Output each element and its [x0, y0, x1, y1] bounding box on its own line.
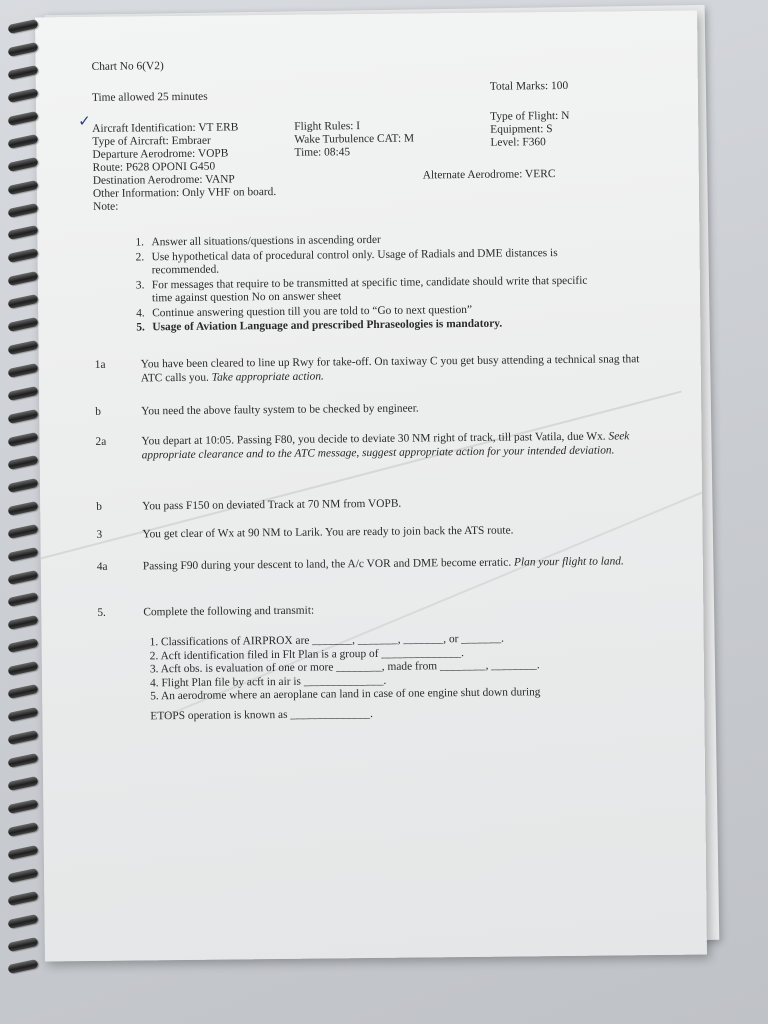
fill-item: 5. An aerodrome where an aeroplane can land in case of one engine shut down during: [150, 686, 541, 703]
note-label: Note:: [92, 200, 119, 213]
binding-ring: [7, 340, 38, 355]
question-text: Complete the following and transmit:: [143, 604, 315, 619]
binding-ring: [7, 638, 38, 653]
wake-turbulence: Wake Turbulence CAT: M: [294, 132, 415, 146]
question-text: You depart at 10:05. Passing F80, you decide to deviate 30 NM right of track, till past Vatila, due Wx.: [141, 430, 606, 448]
binding-ring: [7, 432, 38, 447]
binding-ring: [7, 707, 38, 722]
binding-ring: [7, 776, 38, 791]
question-text: You pass F150 on deviated Track at 70 NM from VOPB.: [142, 497, 402, 513]
question-text: Passing F90 during your descent to land, the A/c VOR and DME become erratic.: [142, 556, 512, 573]
aircraft-identification: Aircraft Identification: VT ERB: [92, 121, 239, 135]
chart-number: Chart No 6(V2): [91, 60, 164, 73]
question-text: You need the above faulty system to be checked by engineer.: [141, 402, 419, 418]
binding-ring: [7, 225, 38, 240]
note-item: 1. Answer all situations/questions in ascending order: [135, 233, 381, 249]
notes-list: [135, 232, 596, 336]
note-item: 3. For messages that require to be transmitted at specific time, candidate should write that specific time against question No on answer sheet: [135, 274, 588, 305]
binding-ring: [7, 111, 38, 126]
binding-ring: [7, 386, 38, 401]
binding-ring: [7, 822, 38, 837]
question-1a: 1a You have been cleared to line up Rwy for take-off. On taxiway C you get busy attending a technical snag that ATC calls you. Take appropriate action.: [94, 353, 640, 384]
binding-ring: [7, 661, 38, 676]
question-3: 3 You get clear of Wx at 90 NM to Larik. You are ready to join back the ATS route.: [96, 523, 656, 542]
fill-item: 4. Flight Plan file by acft in air is ______________.: [149, 674, 387, 689]
binding-ring: [7, 891, 38, 906]
fill-in-list: [150, 631, 621, 723]
binding-ring: [7, 524, 38, 539]
binding-ring: [7, 248, 38, 263]
binding-ring: [7, 455, 38, 470]
binding-ring: [7, 936, 38, 951]
question-instruction: Seek appropriate clearance and to the ATC message, suggest appropriate action for your intended deviation.: [141, 430, 630, 461]
binding-ring: [7, 202, 38, 217]
fill-item: 3. Acft obs. is evaluation of one or more ________, made from ________, ________.: [149, 659, 540, 676]
binding-ring: [7, 914, 38, 929]
binding-ring: [7, 157, 38, 172]
question-4a: 4a Passing F90 during your descent to land, the A/c VOR and DME become erratic. Plan your flight to land.: [96, 555, 624, 573]
fill-item: 1. Classifications of AIRPROX are _______, _______, _______, or _______.: [149, 632, 505, 649]
level: Level: F360: [490, 136, 546, 149]
exam-document: [78, 55, 672, 722]
question-text: You have been cleared to line up Rwy for take-off. On taxiway C you get busy attending a technical snag that ATC calls you.: [140, 353, 640, 384]
check-mark-icon: ✓: [78, 113, 91, 131]
binding-ring: [7, 88, 38, 103]
binding-ring: [7, 753, 38, 768]
question-instruction: Plan your flight to land.: [513, 555, 624, 569]
binding-ring: [7, 845, 38, 860]
binding-ring: [7, 799, 38, 814]
binding-ring: [7, 363, 38, 378]
flight-time: Time: 08:45: [294, 146, 351, 159]
note-item: 2. Use hypothetical data of procedural control only. Usage of Radials and DME distances is recommended.: [135, 246, 558, 277]
binding-ring: [7, 294, 38, 309]
flight-rules: Flight Rules: I: [294, 120, 361, 133]
equipment: Equipment: S: [490, 123, 553, 136]
binding-ring: [7, 317, 38, 332]
departure-aerodrome: Departure Aerodrome: VOPB: [92, 147, 229, 161]
binding-ring: [7, 501, 38, 516]
question-1b: b You need the above faulty system to be checked by engineer.: [95, 400, 655, 419]
question-text: You get clear of Wx at 90 NM to Larik. You are ready to join back the ATS route.: [142, 524, 514, 541]
aircraft-type: Type of Aircraft: Embraer: [92, 134, 211, 148]
binding-ring: [7, 180, 38, 195]
fill-item: 2. Acft identification filed in Flt Plan is a group of ______________.: [149, 646, 464, 662]
fill-item: ETOPS operation is known as ______________.: [150, 707, 373, 722]
question-2b: b You pass F150 on deviated Track at 70 NM from VOPB.: [96, 495, 656, 514]
type-of-flight: Type of Flight: N: [490, 109, 570, 123]
binding-ring: [7, 684, 38, 699]
binding-ring: [7, 409, 38, 424]
binding-ring: [7, 592, 38, 607]
binding-ring: [7, 134, 38, 149]
binding-ring: [7, 19, 38, 34]
question-5: 5. Complete the following and transmit:: [97, 601, 657, 620]
destination-aerodrome: Destination Aerodrome: VANP: [92, 173, 235, 187]
binding-ring: [7, 730, 38, 745]
binding-ring: [7, 959, 38, 974]
binding-ring: [7, 868, 38, 883]
note-item: 4. Continue answering question till you are told to “Go to next question”: [136, 303, 473, 319]
question-instruction: Take appropriate action.: [211, 369, 324, 384]
alternate-aerodrome: Alternate Aerodrome: VERC: [422, 168, 556, 182]
route: Route: P628 OPONI G450: [92, 160, 216, 174]
binding-ring: [7, 478, 38, 493]
binding-ring: [7, 65, 38, 80]
note-item: 5. Usage of Aviation Language and prescribed Phraseologies is mandatory.: [136, 317, 503, 334]
binding-ring: [7, 42, 38, 57]
binding-ring: [7, 569, 38, 584]
total-marks: Total Marks: 100: [489, 79, 569, 93]
exam-page: [35, 11, 707, 962]
question-2a: 2a You depart at 10:05. Passing F80, you decide to deviate 30 NM right of track, till past Vatila, due Wx. Seek appropriate clearance and to the ATC message, suggest appropriate action for your intended deviation.: [95, 430, 630, 461]
other-information: Other Information: Only VHF on board.: [92, 185, 277, 200]
binding-ring: [7, 547, 38, 562]
binding-ring: [7, 615, 38, 630]
time-allowed: Time allowed 25 minutes: [91, 90, 208, 104]
spiral-binding: [8, 22, 44, 972]
binding-ring: [7, 271, 38, 286]
